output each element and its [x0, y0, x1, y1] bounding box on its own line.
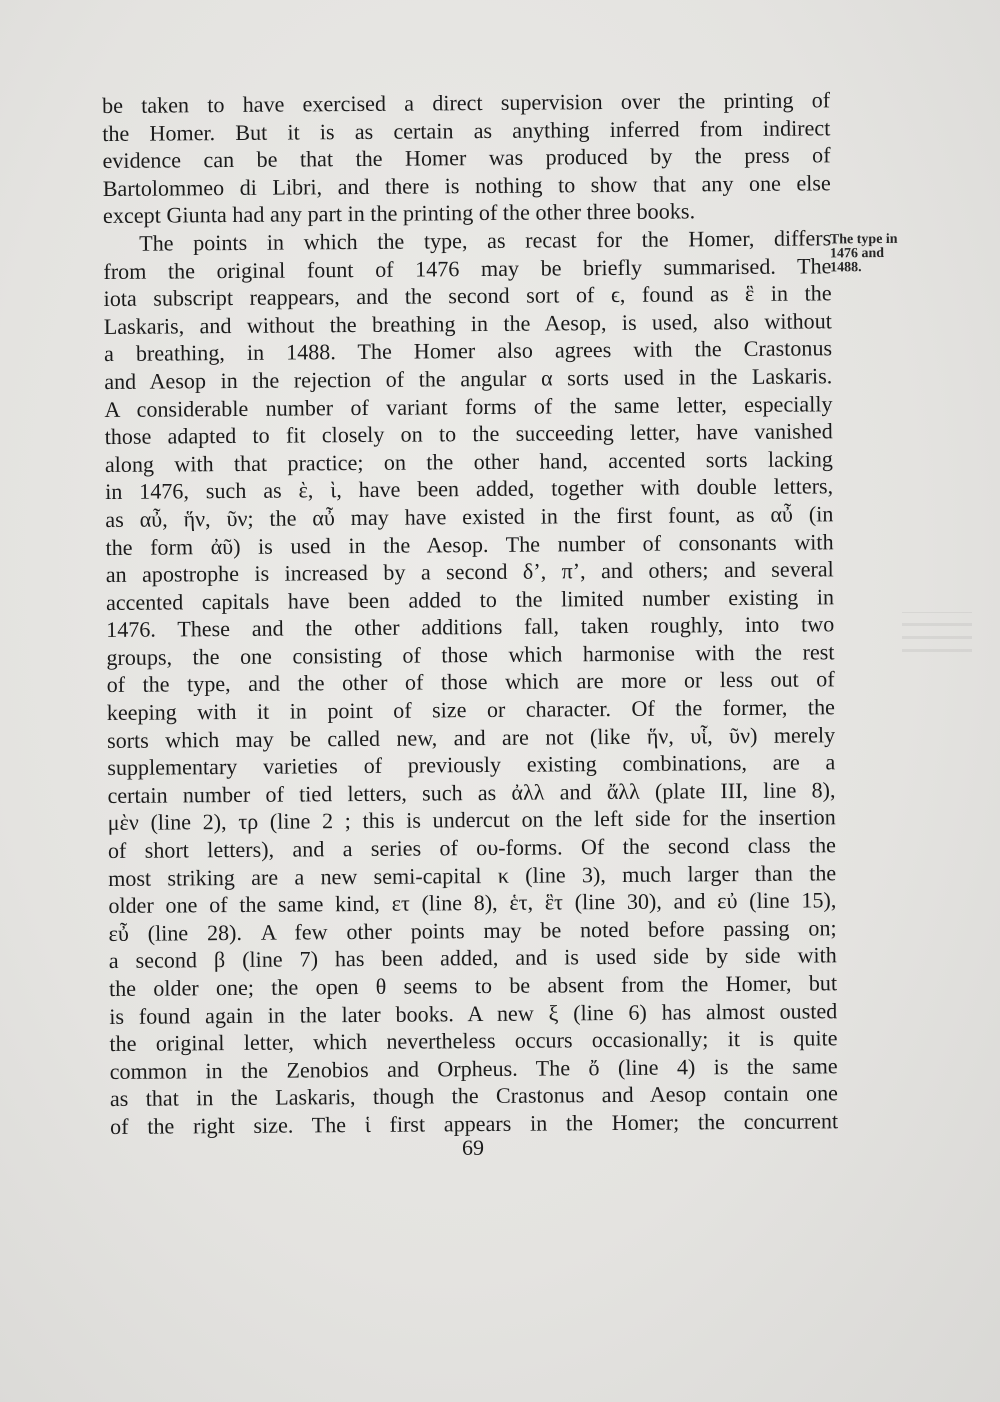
text-line: Bartolommeo di Libri, and there is nothing to show that any one else [102, 170, 831, 201]
text-line: keeping with it in point of size or character. Of the former, the [106, 694, 835, 726]
margin-note-line: 1488. [830, 260, 862, 276]
text-line: except Giunta had any part in the printing of the other three books. [102, 198, 696, 229]
text-line: the Homer. But it is as certain as anything inferred from indirect [102, 114, 831, 146]
text-line: supplementary varieties of previously existing combinations, are a [107, 749, 836, 781]
paragraph-start-line: The points in which the type, as recast for the Homer, differs [139, 225, 832, 256]
text-line: an apostrophe is increased by a second δ’, π’, and others; and several [105, 556, 834, 588]
text-line: from the original fount of 1476 may be briefly summarised. The [103, 252, 832, 284]
text-line: groups, the one consisting of those which harmonise with the rest [106, 639, 835, 670]
margin-note-line: 1476 and [829, 245, 885, 262]
text-line: the original letter, which nevertheless occurs occasionally; it is quite [109, 1025, 838, 1057]
text-line: along with that practice; on the other hand, accented sorts lacking [104, 445, 833, 477]
text-line: those adapted to fit closely on to the succeeding letter, have vanished [104, 418, 833, 450]
text-line: as αὖ, ἥν, ῦν; the αὖ may have existed in the first fount, as αὖ (in [105, 501, 834, 532]
text-line: of short letters), and a series of ου-forms. Of the second class the [107, 832, 837, 864]
text-line: μὲν (line 2), τρ (line 2 ; this is undercut on the left side for the insertion [107, 804, 836, 836]
text-line: certain number of tied letters, such as ἀλλ and ἄλλ (plate III, line 8), [107, 777, 836, 808]
margin-note-line: The type in [829, 231, 898, 248]
text-line: the form ἀῦ) is used in the Aesop. The number of consonants with [105, 528, 834, 560]
text-line: of the type, and the other of those which are more or less out of [106, 666, 835, 698]
text-line: older one of the same kind, ετ (line 8), ἑτ, ἓτ (line 30), and εὐ (line 15), [108, 887, 837, 919]
text-line: a second β (line 7) has been added, and is used side by side with [108, 942, 837, 974]
text-line: εὖ (line 28). A few other points may be noted before passing on; [108, 915, 837, 946]
text-line: of the right size. The ἱ first appears in the Homer; the concurrent [110, 1108, 839, 1139]
text-line: iota subscript reappears, and the second sort of ϵ, found as ἓ in the [103, 280, 832, 312]
show-through-text [902, 612, 972, 652]
text-line: Laskaris, and without the breathing in the Aesop, is used, also without [103, 308, 832, 339]
text-line: sorts which may be called new, and are not (like ἥν, υἷ, ῦν) merely [106, 721, 836, 753]
text-line: is found again in the later books. A new ξ (line 6) has almost ousted [109, 997, 838, 1029]
margin-note [830, 233, 930, 276]
page-number: 69 [462, 1135, 484, 1160]
text-line: common in the Zenobios and Orpheus. The ὄ (line 4) is the same [109, 1053, 838, 1084]
text-line: 1476. These and the other additions fall, taken roughly, into two [106, 611, 835, 643]
text-line: be taken to have exercised a direct supervision over the printing of [102, 87, 831, 118]
text-line: in 1476, such as ὲ, ὶ, have been added, together with double letters, [105, 473, 834, 505]
text-line: accented capitals have been added to the limited number existing in [105, 583, 835, 615]
text-line: the older one; the open θ seems to be absent from the Homer, but [108, 970, 838, 1001]
text-line: a breathing, in 1488. The Homer also agrees with the Crastonus [103, 335, 833, 367]
text-line: evidence can be that the Homer was produced by the press of [102, 142, 831, 174]
text-line: as that in the Laskaris, though the Crastonus and Aesop contain one [109, 1080, 838, 1112]
text-line: and Aesop in the rejection of the angular α sorts used in the Laskaris. [104, 363, 833, 394]
text-line: A considerable number of variant forms of the same letter, especially [104, 390, 833, 422]
text-line: most striking are a new semi-capital κ (line 3), much larger than the [108, 859, 837, 891]
main-text-block [102, 86, 838, 1140]
